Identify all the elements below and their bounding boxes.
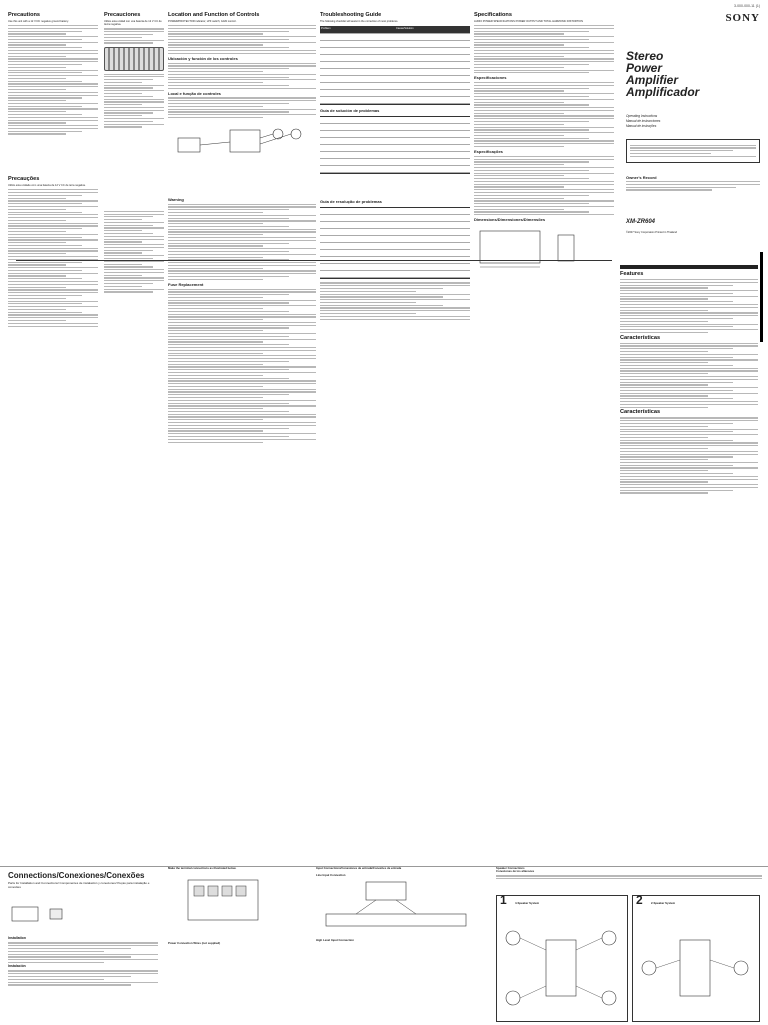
four-speaker-panel: 1 4-Speaker System bbox=[496, 895, 628, 1022]
heading: Warning bbox=[168, 197, 184, 203]
heading: Guía de solución de problemas bbox=[320, 108, 380, 114]
heading: Características bbox=[620, 334, 661, 341]
brand-logo: SONY bbox=[725, 12, 760, 24]
amplifier-illustration bbox=[104, 47, 164, 71]
troubleshooting-table bbox=[320, 26, 470, 105]
edge-mark bbox=[760, 252, 763, 342]
heading: Specifications bbox=[474, 12, 512, 18]
four-speaker-title: 4-Speaker System bbox=[515, 901, 540, 905]
wiring-diagram bbox=[168, 120, 308, 170]
column-troubleshooting bbox=[320, 12, 470, 832]
speaker-column bbox=[496, 867, 762, 1025]
heading: Precautions bbox=[8, 12, 41, 18]
heading: Precauciones bbox=[104, 12, 141, 18]
column-precautions-es bbox=[104, 12, 164, 832]
connections-title: Connections/Conexiones/Conexões bbox=[8, 871, 145, 880]
input-column bbox=[316, 867, 486, 1025]
parts-caption: Parts for Installation and Connections/ Componentes de instalación y conexiones/ Peças para instalação e conexões bbox=[8, 881, 150, 889]
installation-column bbox=[8, 935, 158, 1025]
troubleshooting-table-pt bbox=[320, 207, 470, 279]
manual-sheet bbox=[8, 12, 760, 852]
heading: Features bbox=[620, 271, 644, 277]
heading: Fuse Replacement bbox=[168, 281, 204, 287]
two-speaker-panel: 2 2-Speaker System bbox=[632, 895, 760, 1022]
model-number: XM-ZR604 bbox=[626, 218, 656, 225]
heading: Local e função de controles bbox=[168, 90, 221, 96]
heading: Especificações bbox=[474, 149, 503, 155]
heading: Guia de resolução de problemas bbox=[320, 199, 382, 205]
input-title: Input Connections/Conexiones de entrada/Conexões de entrada bbox=[316, 867, 402, 870]
body-text: Use this unit with a 12 V DC negative ground battery. bbox=[8, 20, 69, 23]
dimensions-diagram bbox=[474, 223, 604, 273]
terminal-diagram bbox=[168, 870, 298, 940]
heading: Instalación bbox=[8, 964, 26, 969]
high-input-title: High Level Input Connection bbox=[316, 938, 354, 943]
column-precautions-en bbox=[8, 12, 98, 832]
connections-section bbox=[0, 866, 768, 1025]
document-code: 3-000-000-11 (1) bbox=[733, 4, 760, 8]
four-speaker-diagram bbox=[501, 920, 621, 1016]
heading: Location and Function of Controls bbox=[168, 12, 260, 18]
heading: Características bbox=[620, 409, 661, 416]
body-text: Utilice esta unidad con una batería de 12 V CC de tierra negativa. bbox=[104, 20, 162, 27]
heading: Troubleshooting Guide bbox=[320, 12, 382, 18]
column-specifications bbox=[474, 12, 614, 832]
body-text: The following checklist will assist in the correction of most problems. bbox=[320, 20, 399, 23]
table-header: Cause/Solution bbox=[396, 27, 414, 31]
two-speaker-diagram bbox=[637, 920, 753, 1016]
column-controls bbox=[168, 12, 316, 832]
heading: Precauções bbox=[8, 176, 40, 183]
heading: Dimensions/Dimensiones/Dimensões bbox=[474, 217, 546, 223]
section-divider bbox=[16, 260, 612, 261]
heading: Ubicación y función de los controles bbox=[168, 56, 238, 61]
terminal-column bbox=[168, 867, 308, 1025]
notice-box bbox=[626, 139, 760, 163]
speaker-subtitle: Conexiones de los altavoces bbox=[496, 869, 535, 874]
power-wires-title: Power Connection Wires (not supplied) bbox=[168, 940, 221, 945]
body-text: POWER/PROTECTOR indicator; LPF switch; GAIN control. bbox=[168, 20, 237, 23]
parts-illustration bbox=[10, 901, 80, 931]
column-features bbox=[620, 262, 758, 832]
heading: Installation bbox=[8, 936, 26, 940]
body-text: AUDIO POWER SPECIFICATIONS POWER OUTPUT AND TOTAL HARMONIC DISTORTION bbox=[474, 20, 583, 23]
owner-record-heading: Owner's Record bbox=[626, 174, 657, 180]
cover-panel bbox=[626, 12, 760, 252]
troubleshooting-table-es bbox=[320, 116, 470, 174]
body-text: Utilize esta unidade com uma bateria de 12 V CC de terra negativa. bbox=[8, 184, 86, 188]
copyright: ©2007 Sony Corporation Printed in Thailand bbox=[626, 230, 677, 234]
two-speaker-title: 2-Speaker System bbox=[651, 901, 676, 905]
terminal-note: Make the terminal connections as illustrated below. bbox=[168, 867, 237, 870]
line-input-title: Line Input Connection bbox=[316, 873, 346, 878]
heading: Especificaciones bbox=[474, 75, 507, 81]
line-input-diagram bbox=[316, 878, 476, 938]
manual-list: Operating Instructions Manual de instrucciones Manual de instruções bbox=[626, 114, 661, 128]
table-header: Problem bbox=[321, 27, 331, 31]
product-title: Stereo Power Amplifier Amplificador bbox=[626, 49, 700, 99]
speaker-title: Speaker Connections bbox=[496, 867, 525, 870]
